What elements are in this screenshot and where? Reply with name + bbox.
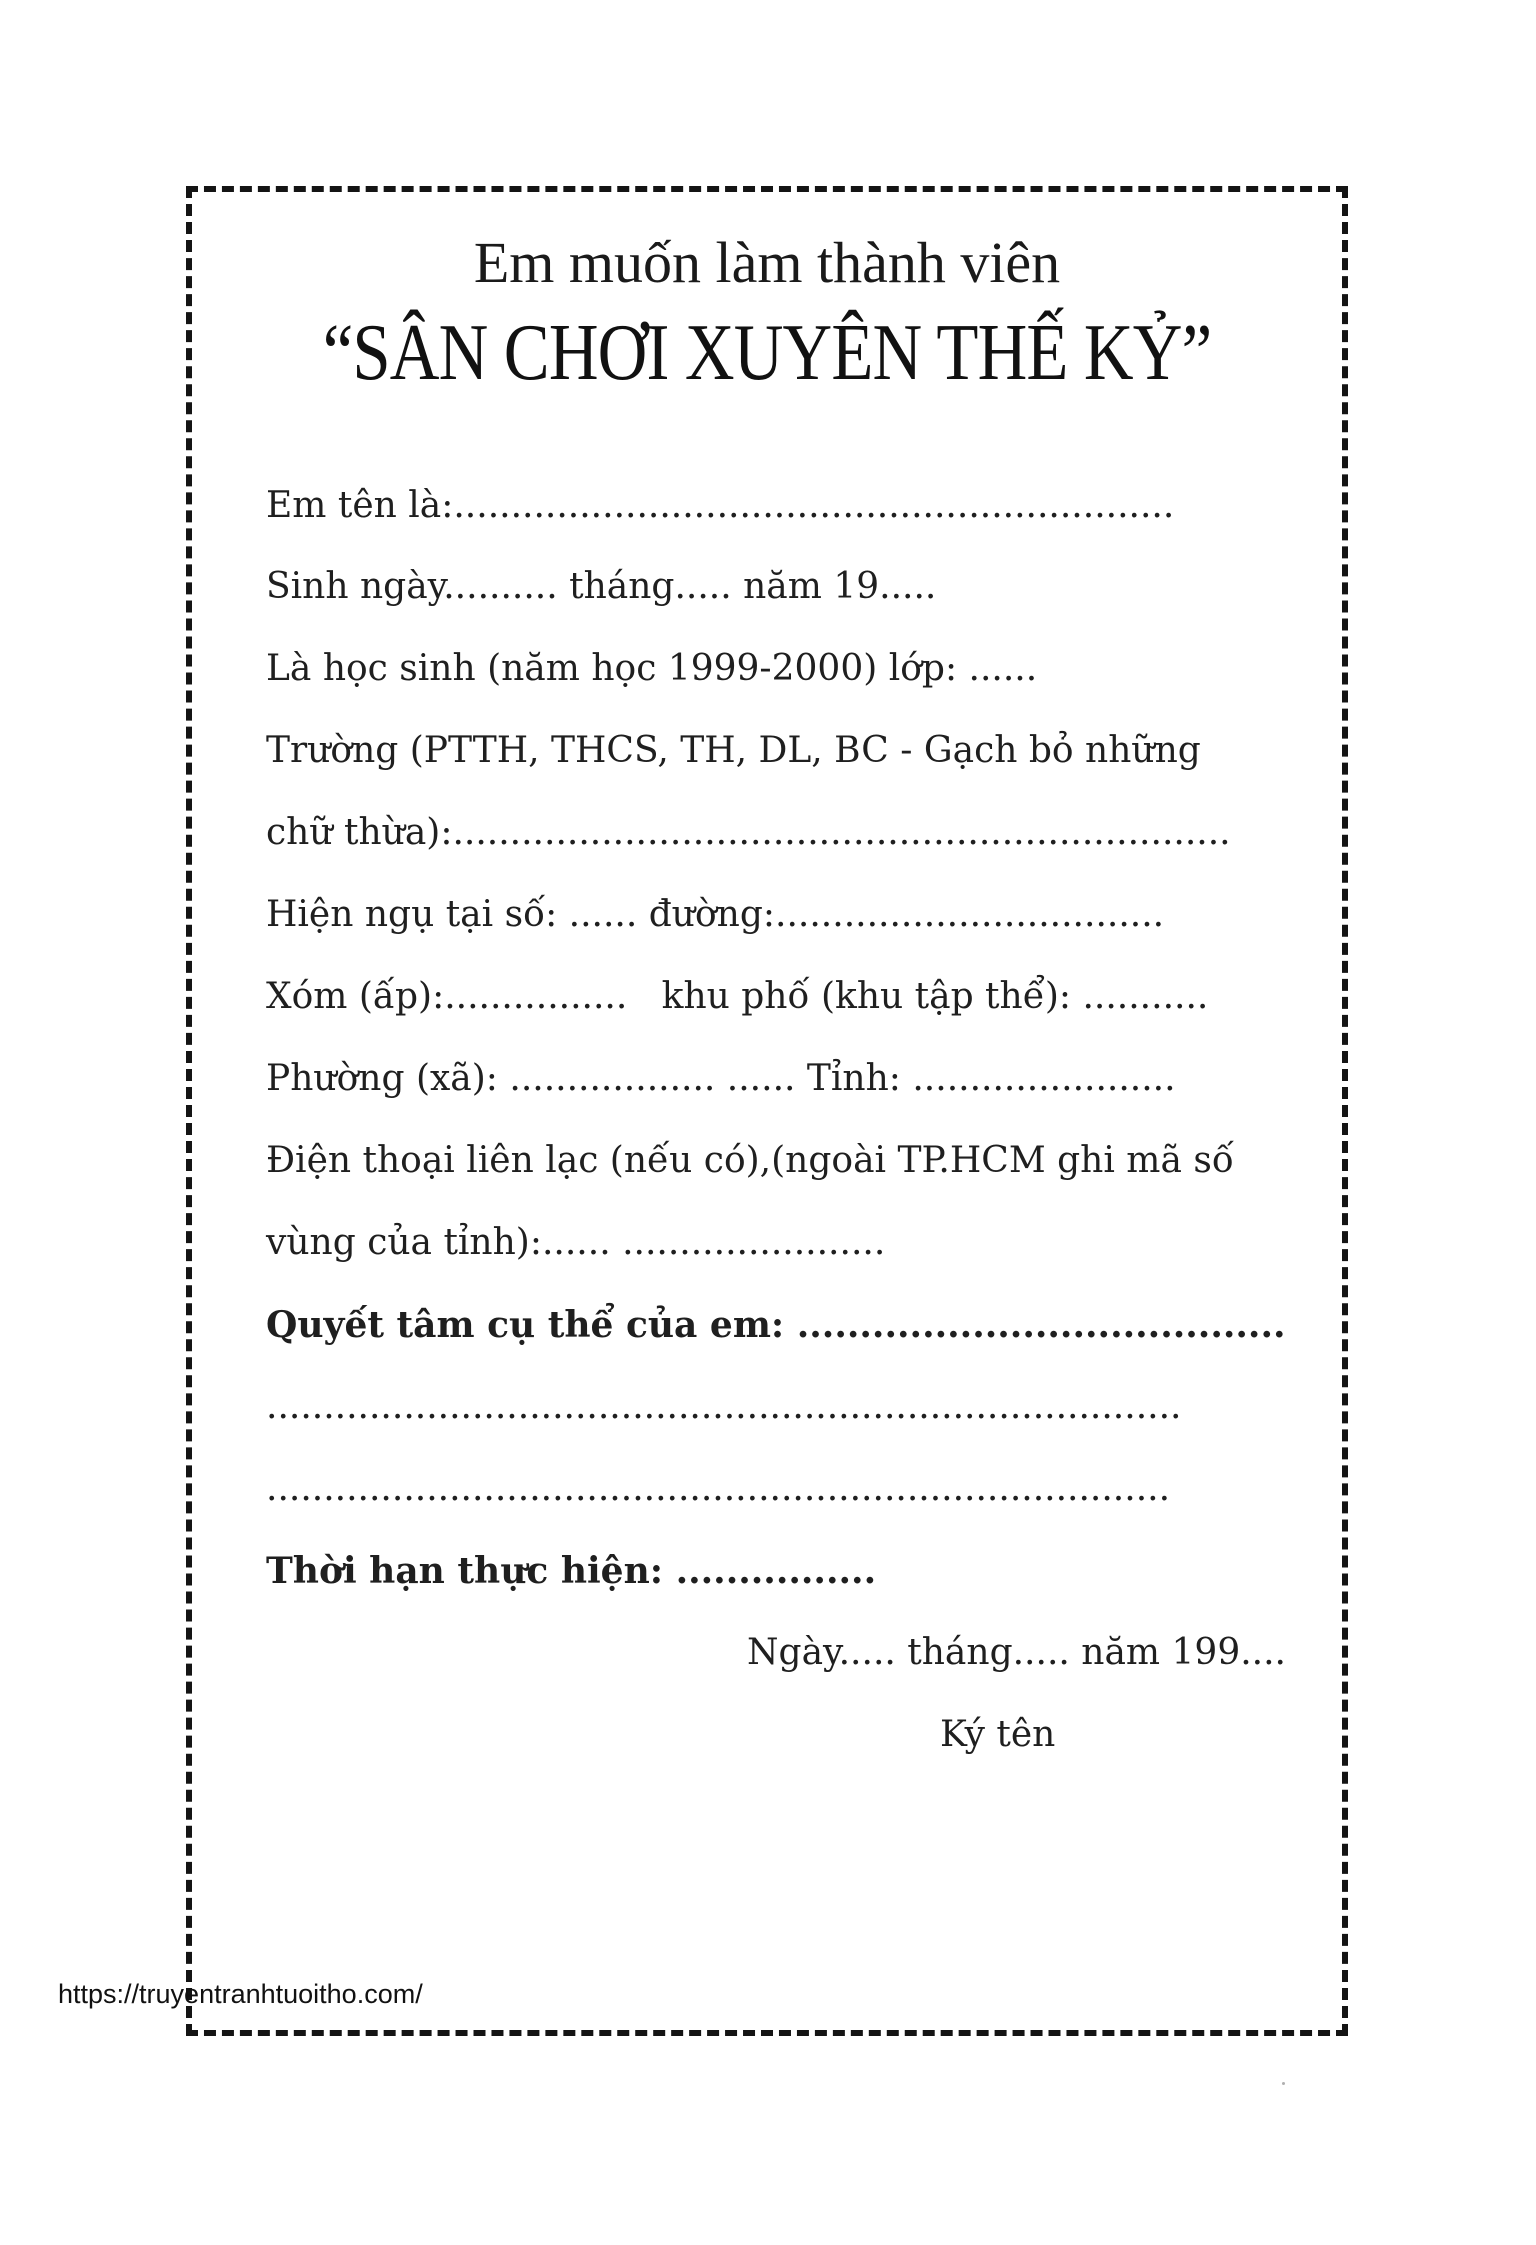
field-resolve-line2: ................................................................................ <box>266 1386 1182 1427</box>
field-signature: Ký tên <box>940 1714 1056 1755</box>
field-phone-line2: vùng của tỉnh):...... ....................... <box>266 1222 886 1263</box>
field-phone-line1: Điện thoại liên lạc (nếu có),(ngoài TP.HCM ghi mã số <box>266 1140 1234 1181</box>
field-school-line2: chữ thừa):.................................................................... <box>266 812 1231 853</box>
field-name: Em tên là:............................................................... <box>266 485 1175 526</box>
coupon-dashed-border <box>186 186 1348 2036</box>
coupon-title-line1: Em muốn làm thành viên <box>473 230 1061 295</box>
field-date: Ngày..... tháng..... năm 199.... <box>747 1632 1286 1673</box>
field-deadline: Thời hạn thực hiện: ................ <box>266 1550 877 1592</box>
source-url-link[interactable]: https://truyentranhtuoitho.com/ <box>58 1979 423 2009</box>
field-student-class: Là học sinh (năm học 1999-2000) lớp: ...... <box>266 648 1038 689</box>
field-resolve-line3: ............................................................................... <box>266 1468 1171 1509</box>
field-address-hamlet: Xóm (ấp):................ khu phố (khu tập thể): ........... <box>266 976 1209 1017</box>
scan-speck <box>1282 2082 1285 2085</box>
field-address-street: Hiện ngụ tại số: ...... đường:.................................. <box>266 894 1165 935</box>
field-resolve-line1: Quyết tâm cụ thể của em: ....................................... <box>266 1304 1286 1346</box>
field-address-ward: Phường (xã): .................. ...... Tỉnh: ....................... <box>266 1058 1176 1099</box>
field-school-line1: Trường (PTTH, THCS, TH, DL, BC - Gạch bỏ những <box>266 730 1201 771</box>
coupon-title-line2: “SÂN CHƠI XUYÊN THẾ KỶ” <box>322 309 1212 397</box>
field-birth-date: Sinh ngày.......... tháng..... năm 19..... <box>266 566 937 607</box>
